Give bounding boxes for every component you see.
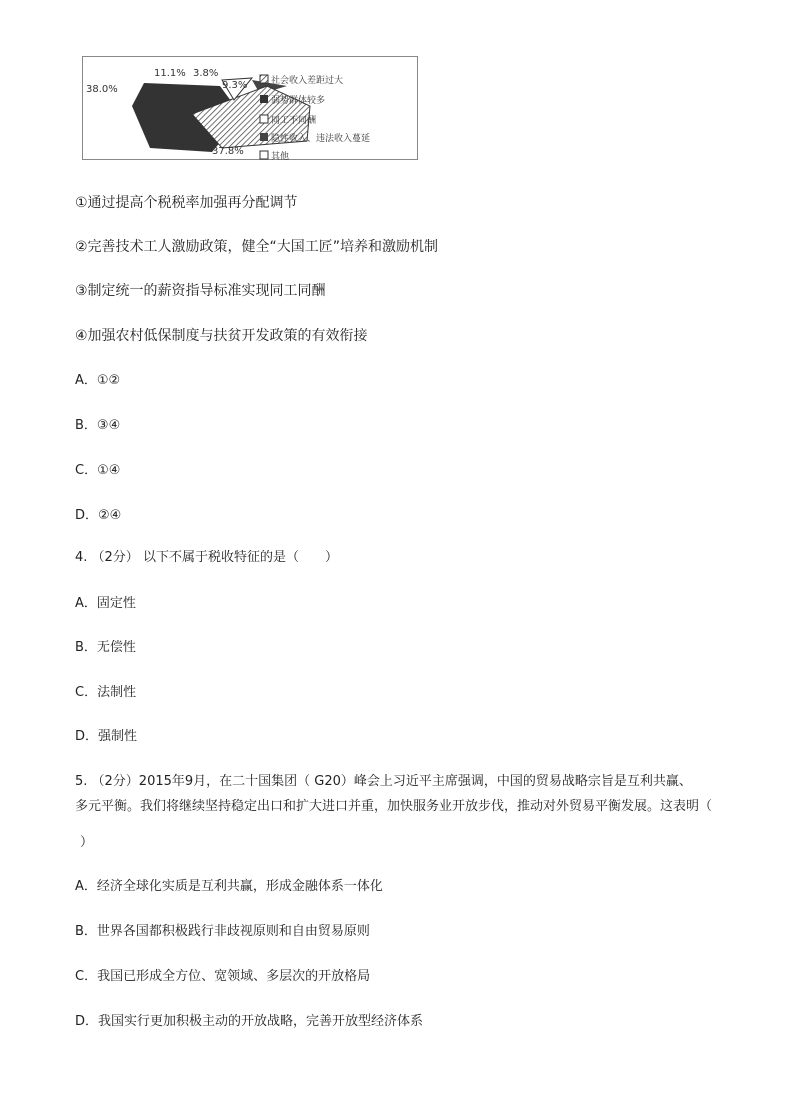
q3-option-b[interactable]: B．③④: [75, 418, 121, 433]
q5-stem-line-1: 5. （2分）2015年9月，在二十国集团（ G20）峰会上习近平主席强调，中国的贸易战略宗旨是互利共赢、: [75, 774, 692, 789]
q4-stem: 4. （2分） 以下不属于税收特征的是（ ）: [75, 550, 338, 565]
legend-label: 社会收入差距过大: [271, 76, 344, 86]
q3-option-a[interactable]: A．①②: [75, 373, 121, 388]
q5-option-d[interactable]: D．我国实行更加积极主动的开放战略，完善开放型经济体系: [75, 1014, 424, 1029]
legend-label: 同工不同酬: [271, 116, 317, 126]
q4-option-b[interactable]: B．无偿性: [75, 640, 136, 655]
q5-option-c[interactable]: C．我国已形成全方位、宽领域、多层次的开放格局: [75, 969, 371, 984]
pie-chart-figure: [82, 56, 418, 160]
q5-stem-line-2: 多元平衡。我们将继续坚持稳定出口和扩大进口并重，加快服务业开放步伐，推动对外贸易平衡发展。这表明（: [75, 799, 713, 814]
pct-label: 11.1%: [154, 68, 186, 79]
q3-option-d[interactable]: D．②④: [75, 508, 122, 523]
q5-option-a[interactable]: A．经济全球化实质是互利共赢，形成金融体系一体化: [75, 879, 383, 894]
q5-option-b[interactable]: B．世界各国都积极践行非歧视原则和自由贸易原则: [75, 924, 370, 939]
statement-2: ②完善技术工人激励政策，健全“大国工匠”培养和激励机制: [75, 239, 439, 255]
q4-option-c[interactable]: C．法制性: [75, 685, 137, 700]
q3-option-c[interactable]: C．①④: [75, 463, 121, 478]
pct-label: 37.8%: [212, 146, 244, 157]
pct-label: 38.0%: [86, 84, 118, 95]
q4-option-a[interactable]: A．固定性: [75, 596, 136, 611]
statement-4: ④加强农村低保制度与扶贫开发政策的有效衔接: [75, 328, 368, 344]
statement-3: ③制定统一的薪资指导标准实现同工同酬: [75, 283, 326, 299]
statement-1: ①通过提高个税税率加强再分配调节: [75, 195, 298, 211]
pct-label: 9.3%: [222, 80, 248, 91]
legend-label: 其他: [271, 152, 290, 160]
legend-label: 弱势群体较多: [271, 96, 326, 106]
q4-option-d[interactable]: D．强制性: [75, 729, 138, 744]
legend-label: 隐性收入、违法收入蔓延: [271, 134, 371, 144]
q5-stem-line-3: ）: [80, 835, 94, 850]
pct-label: 3.8%: [193, 68, 219, 79]
